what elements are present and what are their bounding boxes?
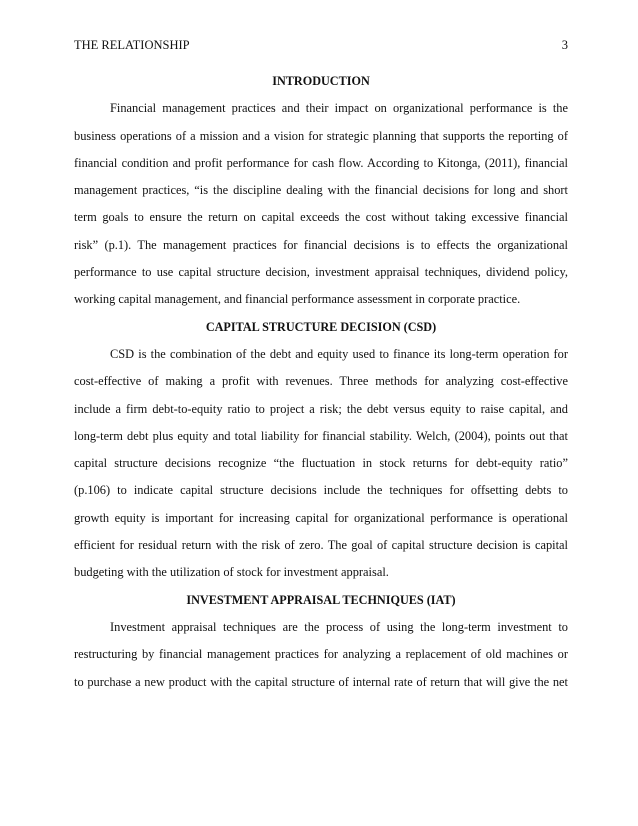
paragraph-line: business operations of a mission and a vision for strategic planning that supports the reporting of <box>74 128 568 143</box>
paragraph-line: Financial management practices and their impact on organizational performance is the <box>110 101 568 116</box>
section-heading-csd: CAPITAL STRUCTURE DECISION (CSD) <box>205 319 437 334</box>
running-title: THE RELATIONSHIP <box>74 38 190 52</box>
paragraph-line: term goals to ensure the return on capital exceeds the cost without taking excessive financial <box>74 210 568 225</box>
paragraph-line: cost-effective of making a profit with revenues. Three methods for analyzing cost-effective <box>74 374 568 389</box>
paragraph-line: performance to use capital structure decision, investment appraisal techniques, dividend policy, <box>74 265 568 280</box>
paragraph-line: include a firm debt-to-equity ratio to project a risk; the debt versus equity to raise capital, and <box>74 401 568 416</box>
paragraph-line: CSD is the combination of the debt and equity used to finance its long-term operation for <box>110 346 568 361</box>
running-head <box>74 38 568 54</box>
body-text <box>74 72 568 700</box>
paragraph-line: management practices, “is the discipline dealing with the financial decisions for long and short <box>74 183 568 198</box>
paragraph-line: restructuring by financial management practices for analyzing a replacement of old machines or <box>74 647 568 662</box>
paragraph-line: efficient for residual return with the risk of zero. The goal of capital structure decision is capital <box>74 538 568 553</box>
paragraph-line: growth equity is important for increasing capital for organizational performance is operational <box>74 510 568 525</box>
paragraph-line: Investment appraisal techniques are the process of using the long-term investment to <box>110 619 568 634</box>
paragraph-line: risk” (p.1). The management practices for financial decisions is to effects the organizational <box>74 237 568 252</box>
paragraph-line: financial condition and profit performance for cash flow. According to Kitonga, (2011), financial <box>74 155 568 170</box>
section-heading-iat: INVESTMENT APPRAISAL TECHNIQUES (IAT) <box>186 592 456 607</box>
paragraph-line: to purchase a new product with the capital structure of internal rate of return that will give the net <box>74 674 568 689</box>
section-heading-introduction: INTRODUCTION <box>272 74 370 88</box>
paragraph-line: budgeting with the utilization of stock for investment appraisal. <box>74 565 389 580</box>
page-number: 3 <box>561 38 568 52</box>
paragraph-line: long-term debt plus equity and total liability for financial stability. Welch, (2004), points out that <box>74 428 568 443</box>
paragraph-line: capital structure decisions recognize “the fluctuation in stock returns for debt-equity ratio” <box>74 456 568 471</box>
paragraph-line: working capital management, and financial performance assessment in corporate practice. <box>74 292 521 307</box>
paragraph-line: (p.106) to indicate capital structure decisions include the techniques for offsetting debts to <box>74 483 568 498</box>
